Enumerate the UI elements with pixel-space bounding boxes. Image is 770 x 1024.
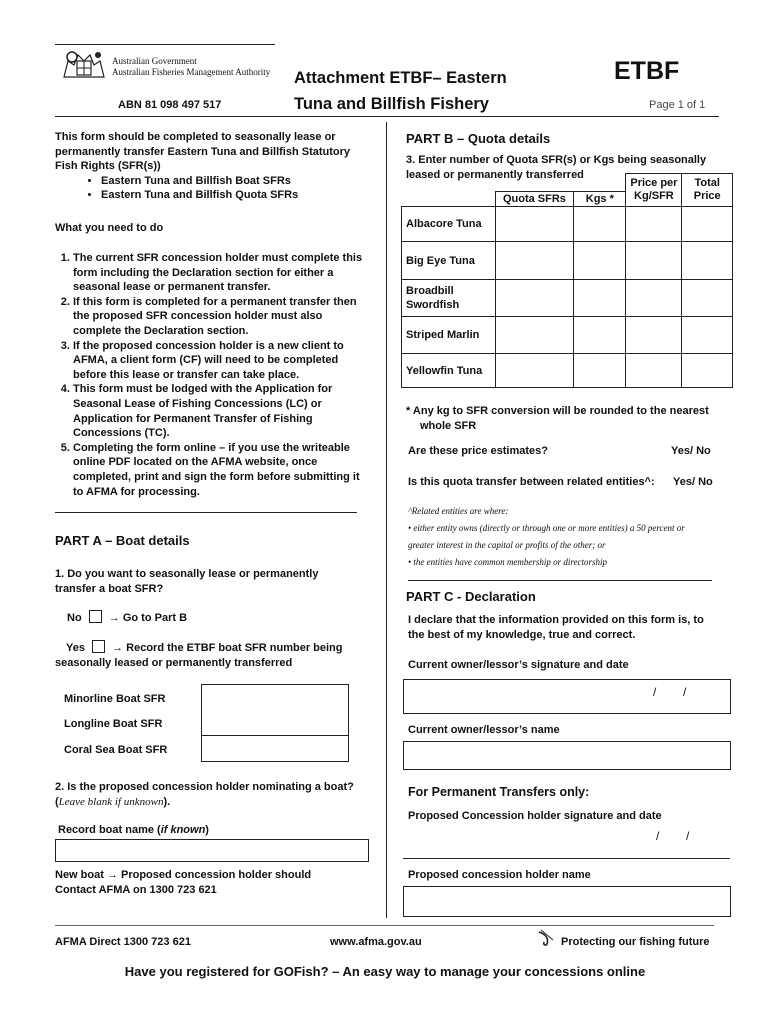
related-notes: ^Related entities are where: • either entity owns (directly or through one or more entities) a 50 percent or greater interest in the capital or profits of the other; or • the entities have common membership or directorship	[408, 506, 685, 567]
row-albacore: Albacore Tuna	[402, 207, 496, 242]
row-broadbill: Broadbill Swordfish	[402, 280, 496, 317]
cell-input[interactable]	[495, 280, 574, 317]
perm-heading: For Permanent Transfers only:	[408, 785, 590, 799]
col-kgs: Kgs *	[574, 192, 626, 207]
boat-name-input[interactable]	[55, 839, 369, 862]
cell-input[interactable]	[495, 242, 574, 280]
needs-list	[55, 251, 367, 499]
cell-input[interactable]	[682, 207, 733, 242]
part-b-heading: PART B – Quota details	[406, 131, 551, 146]
related-question: Is this quota transfer between related entities^:	[408, 476, 655, 488]
record-boat-label: Record boat name (if known)	[58, 824, 209, 836]
row-yellowfin: Yellowfin Tuna	[402, 354, 496, 388]
list-item: 5. Completing the form online – if you use the writeable online PDF located on the AFMA website, once completed, print and sign the form before submitting it to AFMA for processing.	[73, 441, 367, 499]
intro: This form should be completed to seasonally lease or permanently transfer Eastern Tuna and Billfish Statutory Fish Rights (SFR(s)) • Eastern Tuna and Billfish Boat SFRs • Eastern Tuna and Billfish Quota SFRs	[55, 130, 367, 203]
no-option: No → Go to Part B	[67, 612, 188, 624]
cell-input[interactable]	[574, 317, 626, 354]
quota-table	[401, 173, 733, 388]
longline-input[interactable]	[201, 710, 349, 736]
page-number: Page 1 of 1	[649, 99, 706, 111]
minorline-label: Minorline Boat SFR	[64, 693, 166, 705]
row-striped: Striped Marlin	[402, 317, 496, 354]
gov-name: Australian Government	[112, 56, 197, 66]
cell-input[interactable]	[682, 317, 733, 354]
related-answer[interactable]: Yes/ No	[673, 476, 713, 488]
row-bigeye: Big Eye Tuna	[402, 242, 496, 280]
sig-label: Current owner/lessor’s signature and date	[408, 659, 629, 671]
price-answer[interactable]: Yes/ No	[671, 445, 711, 457]
cell-input[interactable]	[682, 242, 733, 280]
cell-input[interactable]	[574, 354, 626, 388]
cell-input[interactable]	[574, 242, 626, 280]
part-b-q3: 3. Enter number of Quota SFR(s) or Kgs being seasonally leased or permanently transferred	[406, 154, 707, 181]
cell-input[interactable]	[495, 207, 574, 242]
gofish-banner: Have you registered for GOFish? – An easy way to manage your concessions online	[124, 964, 646, 979]
prop-sig-label: Proposed Concession holder signature and date	[408, 810, 662, 822]
no-checkbox[interactable]	[89, 610, 102, 623]
cell-input[interactable]	[682, 280, 733, 317]
col-total: Total Price	[682, 174, 733, 207]
cell-input[interactable]	[626, 317, 682, 354]
prop-name-input[interactable]	[403, 886, 731, 917]
minorline-input[interactable]	[201, 684, 349, 711]
col-quota-sfrs: Quota SFRs	[495, 192, 574, 207]
cell-input[interactable]	[574, 207, 626, 242]
prop-name-label: Proposed concession holder name	[408, 869, 591, 881]
cell-input[interactable]	[682, 354, 733, 388]
prop-date-separator: / /	[656, 829, 690, 843]
col-price: Price per Kg/SFR	[626, 174, 682, 207]
list-item: 3. If the proposed concession holder is a new client to AFMA, a client form (CF) will need to be completed before this lease or transfer can take place.	[73, 339, 367, 383]
list-item: • Eastern Tuna and Billfish Boat SFRs	[101, 174, 367, 189]
yes-checkbox[interactable]	[92, 640, 105, 653]
agency-name: Australian Fisheries Management Authority	[112, 67, 271, 77]
longline-label: Longline Boat SFR	[64, 718, 163, 730]
footer-phone: AFMA Direct 1300 723 621	[55, 936, 191, 948]
list-item: 1. The current SFR concession holder must complete this form including the Declaration section for either a seasonal lease or permanent transfer.	[73, 251, 367, 295]
footer-web[interactable]: www.afma.gov.au	[330, 936, 422, 948]
list-item: 4. This form must be lodged with the Application for Seasonal Lease of Fishing Concessions (LC) or Application for Permanent Transfer of Fishing Concessions (TC).	[73, 382, 367, 440]
cell-input[interactable]	[495, 354, 574, 388]
list-item: 2. If this form is completed for a permanent transfer then the proposed SFR concession holder must also complete the Declaration section.	[73, 295, 367, 339]
signature-input[interactable]	[403, 679, 731, 714]
coral-sea-input[interactable]	[201, 736, 349, 762]
cell-input[interactable]	[626, 242, 682, 280]
cell-input[interactable]	[574, 280, 626, 317]
part-a-q2: 2. Is the proposed concession holder nominating a boat? (Leave blank if unknown).	[55, 781, 354, 808]
date-separator: / /	[653, 685, 687, 699]
cell-input[interactable]	[626, 280, 682, 317]
cell-input[interactable]	[495, 317, 574, 354]
cell-input[interactable]	[626, 354, 682, 388]
abn: ABN 81 098 497 517	[118, 99, 222, 111]
coral-sea-label: Coral Sea Boat SFR	[64, 744, 168, 756]
owner-name-input[interactable]	[403, 741, 731, 770]
part-a-q1: 1. Do you want to seasonally lease or permanently transfer a boat SFR?	[55, 568, 319, 595]
fish-hook-icon	[537, 928, 557, 953]
yes-option: Yes → Record the ETBF boat SFR number being seasonally leased or permanently transferred	[55, 642, 343, 669]
cell-input[interactable]	[626, 207, 682, 242]
part-c-heading: PART C - Declaration	[406, 589, 536, 604]
kg-footnote: * Any kg to SFR conversion will be rounded to the nearest whole SFR	[406, 405, 709, 432]
part-a-heading: PART A – Boat details	[55, 533, 190, 548]
list-item: • Eastern Tuna and Billfish Quota SFRs	[101, 188, 367, 203]
form-title: Attachment ETBF– Eastern Tuna and Billfish Fishery	[294, 69, 507, 113]
form-code: ETBF	[614, 57, 680, 85]
declaration-text: I declare that the information provided on this form is, to the best of my knowledge, true and correct.	[408, 614, 704, 641]
needs-heading: What you need to do	[55, 222, 164, 234]
price-question: Are these price estimates?	[408, 445, 549, 457]
owner-name-label: Current owner/lessor’s name	[408, 724, 560, 736]
footer-slogan: Protecting our fishing future	[561, 936, 710, 948]
new-boat-note: New boat → Proposed concession holder should Contact AFMA on 1300 723 621	[55, 869, 312, 896]
coat-of-arms-icon	[60, 47, 108, 86]
